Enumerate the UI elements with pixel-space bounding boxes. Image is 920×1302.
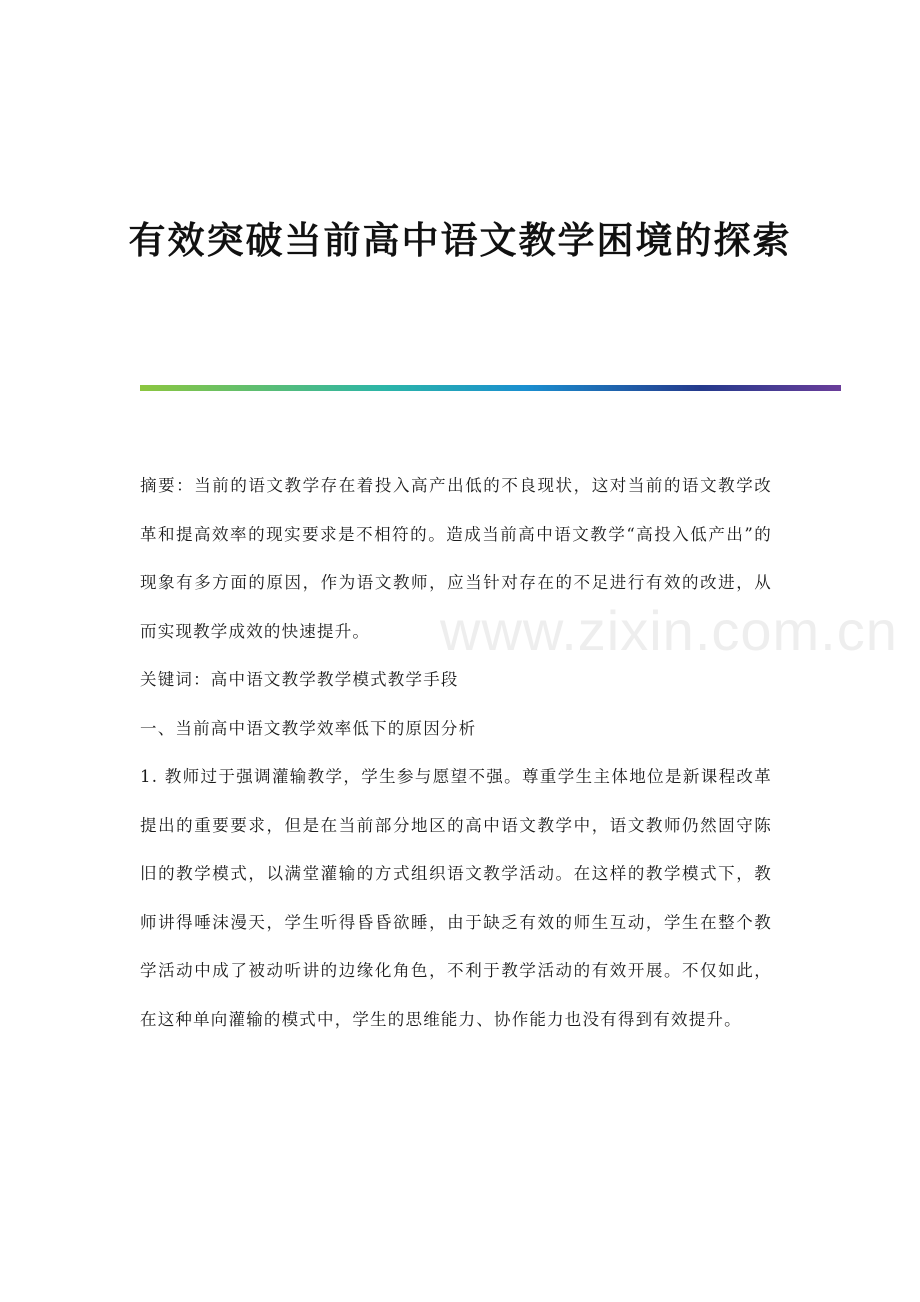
document-title: 有效突破当前高中语文教学困境的探索 — [128, 218, 792, 262]
watermark: www.zixin.com.cn — [440, 599, 898, 662]
abstract-paragraph: 摘要：当前的语文教学存在着投入高产出低的不良现状，这对当前的语文教学改革和提高效率的现实要求是不相符的。造成当前高中语文教学“高投入低产出”的现象有多方面的原因，作为语文教师，应当针对存在的不足进行有效的改进，从而实现教学成效的快速提升。 — [140, 476, 772, 641]
body-paragraph: 1. 教师过于强调灌输教学，学生参与愿望不强。尊重学生主体地位是新课程改革提出的重要要求，但是在当前部分地区的高中语文教学中，语文教师仍然固守陈旧的教学模式，以满堂灌输的方式组织语文教学活动。在这样的教学模式下，教师讲得唾沫漫天，学生听得昏昏欲睡，由于缺乏有效的师生互动，学生在整个教学活动中成了被动听讲的边缘化角色，不利于教学活动的有效开展。不仅如此，在这种单向灌输的模式中，学生的思维能力、协作能力也没有得到有效提升。 — [140, 767, 772, 1029]
keywords-line: 关键词：高中语文教学教学模式教学手段 — [140, 670, 459, 689]
section-heading: 一、当前高中语文教学效率低下的原因分析 — [140, 718, 477, 738]
document-body — [140, 462, 772, 1044]
gradient-divider — [140, 385, 841, 391]
